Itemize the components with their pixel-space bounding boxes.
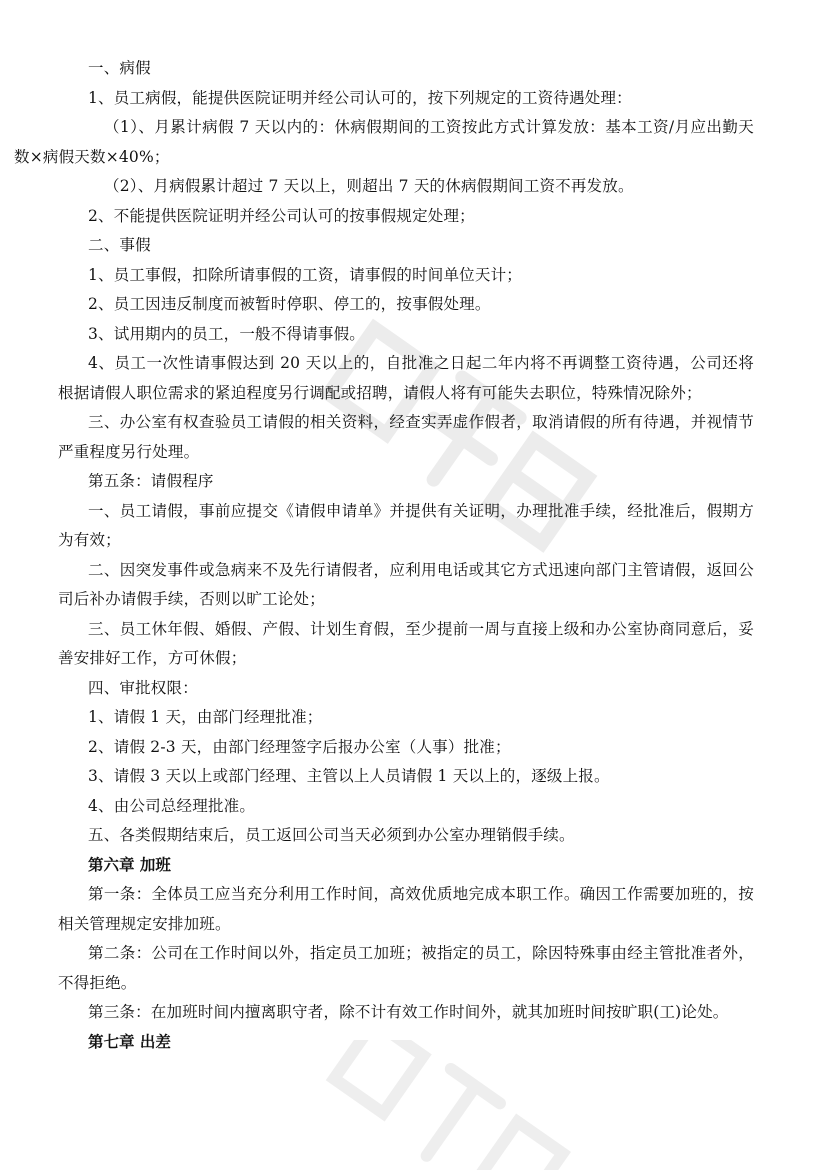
paragraph: 2、不能提供医院证明并经公司认可的按事假规定处理；	[88, 206, 475, 225]
paragraph: 三、办公室有权查验员工请假的相关资料，经查实弄虚作假者，取消请假的所有待遇，并视情节严重程度另行处理。	[58, 413, 754, 461]
paragraph: 2、请假 2-3 天，由部门经理签字后报办公室（人事）批准；	[88, 737, 511, 756]
paragraph: 4、由公司总经理批准。	[88, 796, 256, 815]
article-five-title: 第五条：请假程序	[88, 472, 214, 490]
section-sick-leave-title: 一、病假	[88, 59, 151, 77]
paragraph: 二、因突发事件或急病来不及先行请假者，应利用电话或其它方式迅速向部门主管请假，返回公司后补办请假手续，否则以旷工论处；	[58, 560, 754, 608]
paragraph: 三、员工休年假、婚假、产假、计划生育假，至少提前一周与直接上级和办公室协商同意后，妥善安排好工作，方可休假；	[58, 619, 754, 667]
paragraph: 五、各类假期结束后，员工返回公司当天必须到办公室办理销假手续。	[88, 826, 575, 844]
chapter-seven-heading: 第七章 出差	[88, 1032, 171, 1051]
paragraph: 第三条：在加班时间内擅离职守者，除不计有效工作时间外，就其加班时间按旷职(工)论处。	[88, 1003, 729, 1021]
paragraph: 3、试用期内的员工，一般不得请事假。	[88, 324, 365, 343]
paragraph: 1、请假 1 天，由部门经理批准；	[88, 708, 323, 726]
paragraph: 1、员工病假，能提供医院证明并经公司认可的，按下列规定的工资待遇处理：	[88, 88, 632, 107]
watermark-logo-bottom	[300, 1040, 600, 1170]
paragraph: 一、员工请假，事前应提交《请假申请单》并提供有关证明，办理批准手续，经批准后，假期方为有效；	[58, 501, 754, 549]
paragraph: （1）、月累计病假 7 天以内的：休病假期间的工资按此方式计算发放：基本工资/月应出勤天数×病假天数×40%；	[14, 118, 754, 166]
approval-authority-title: 四、审批权限：	[88, 678, 198, 697]
paragraph: 第一条：全体员工应当充分利用工作时间，高效优质地完成本职工作。确因工作需要加班的，按相关管理规定安排加班。	[58, 885, 754, 933]
section-personal-leave-title: 二、事假	[88, 236, 151, 254]
paragraph: 1、员工事假，扣除所请事假的工资，请事假的时间单位天计；	[88, 265, 522, 284]
chapter-six-heading: 第六章 加班	[88, 855, 171, 874]
paragraph: 3、请假 3 天以上或部门经理、主管以上人员请假 1 天以上的，逐级上报。	[88, 767, 610, 785]
paragraph: 4、员工一次性请事假达到 20 天以上的，自批准之日起二年内将不再调整工资待遇，公司还将根据请假人职位需求的紧迫程度另行调配或招聘，请假人将有可能失去职位，特殊情况除外；	[58, 354, 754, 402]
paragraph: 第二条：公司在工作时间以外，指定员工加班；被指定的员工，除因特殊事由经主管批准者外，不得拒绝。	[58, 944, 754, 992]
document-body	[14, 54, 754, 1057]
paragraph: （2）、月病假累计超过 7 天以上，则超出 7 天的休病假期间工资不再发放。	[104, 177, 634, 195]
paragraph: 2、员工因违反制度而被暂时停职、停工的，按事假处理。	[88, 295, 491, 313]
